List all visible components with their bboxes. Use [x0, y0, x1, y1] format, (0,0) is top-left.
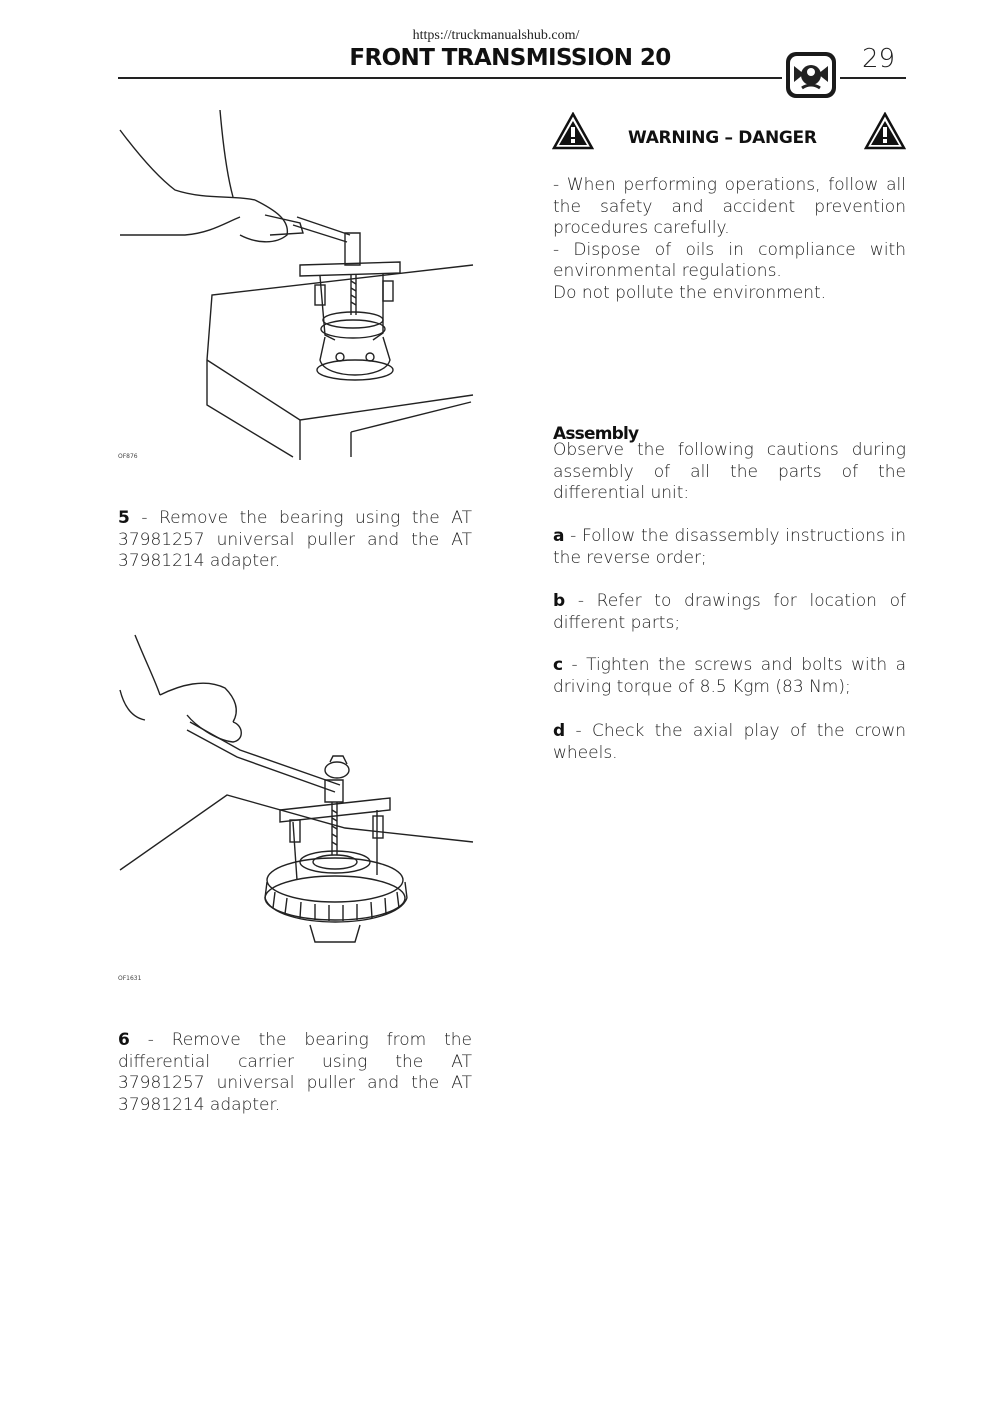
section-heading: Assembly: [553, 424, 639, 444]
step-text: - Remove the bearing using the AT 37981257 universal puller and the AT 37981214 adapter.: [118, 508, 472, 571]
figure-code: OF876: [118, 453, 138, 460]
warning-title: WARNING – DANGER: [628, 128, 817, 148]
assembly-item-c: [553, 655, 906, 698]
puller-on-bearing-illustration: [115, 105, 475, 465]
puller-on-differential-illustration: [115, 630, 475, 990]
source-url[interactable]: https://truckmanualshub.com/: [412, 28, 580, 43]
item-letter: a: [553, 526, 565, 546]
assembly-item-b: [553, 591, 906, 634]
mechanic-emblem-icon: [780, 50, 842, 100]
warning-line: - Dispose of oils in compliance with environmental regulations.: [553, 239, 906, 281]
header-rule: [118, 77, 782, 79]
header-rule-right: [840, 77, 906, 79]
step-number: 5: [118, 508, 130, 528]
warning-text: [553, 175, 906, 304]
figure-code: OF1631: [118, 975, 142, 982]
item-text: - Tighten the screws and bolts with a driving torque of 8.5 Kgm (83 Nm);: [553, 655, 906, 697]
item-letter: b: [553, 591, 566, 611]
step-text: - Remove the bearing from the differential carrier using the AT 37981257 universal puller and the AT 37981214 adapter.: [118, 1030, 472, 1115]
item-text: - Follow the disassembly instructions in the reverse order;: [553, 526, 906, 568]
step-number: 6: [118, 1030, 130, 1050]
page-number: 29: [862, 44, 896, 74]
item-text: - Refer to drawings for location of different parts;: [553, 591, 906, 633]
warning-triangle-icon: [864, 112, 906, 155]
figure-puller-differential: [115, 630, 475, 990]
item-letter: d: [553, 721, 566, 741]
step-6: [118, 1030, 472, 1116]
page-title: FRONT TRANSMISSION 20: [349, 45, 671, 71]
figure-puller-bearing: [115, 105, 475, 465]
warning-line: Do not pollute the environment.: [553, 282, 827, 303]
assembly-item-a: [553, 526, 906, 569]
warning-triangle-icon: [552, 112, 594, 155]
step-5: [118, 508, 472, 573]
warning-line: - When performing operations, follow all the safety and accident prevention procedures carefully.: [553, 175, 906, 238]
assembly-intro: Observe the following cautions during assembly of all the parts of the differential unit:: [553, 440, 906, 503]
assembly-item-d: [553, 721, 906, 764]
item-text: - Check the axial play of the crown wheels.: [553, 721, 906, 763]
item-letter: c: [553, 655, 564, 675]
